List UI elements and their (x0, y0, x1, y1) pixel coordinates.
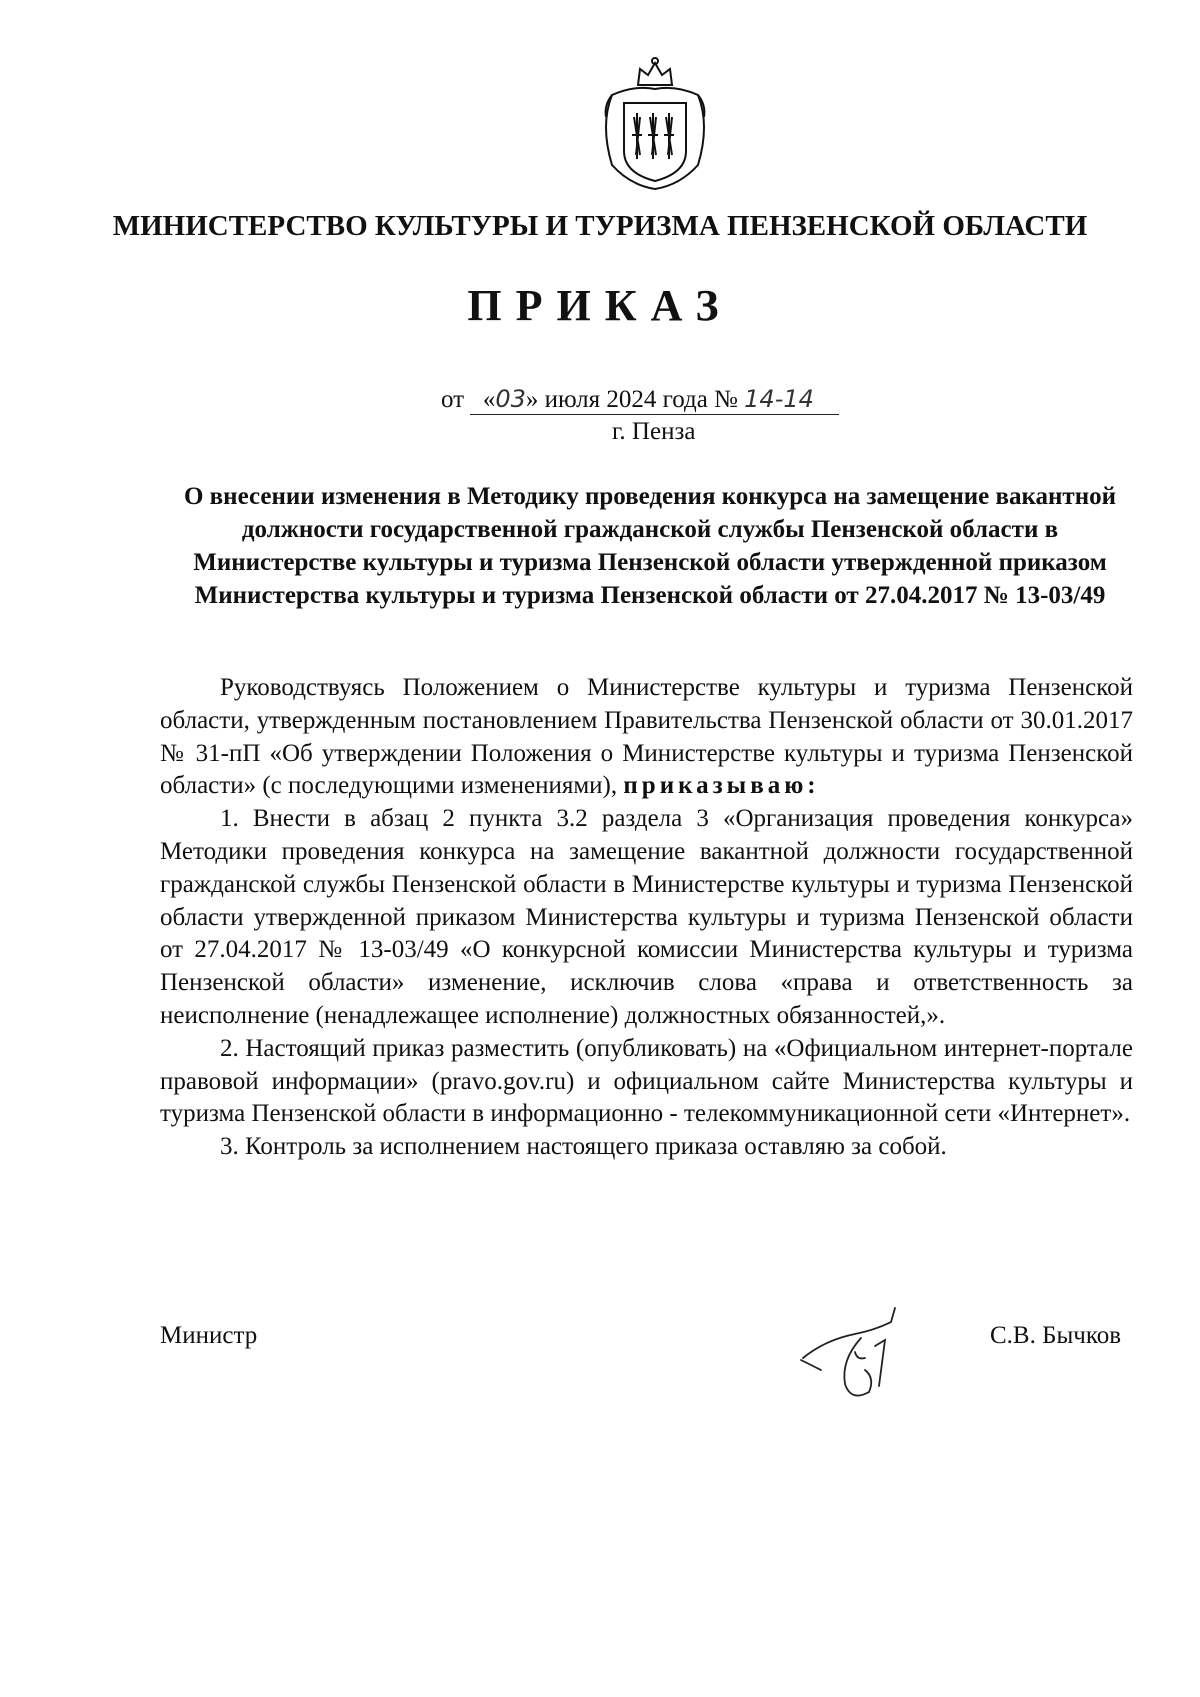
decree-word: приказываю: (623, 772, 820, 800)
item-3: 3. Контроль за исполнением настоящего приказа оставляю за собой. (220, 1133, 947, 1161)
preamble-paragraph: Руководствуясь Положением о Министерстве культуры и туризма Пензенской области, утвержденным постановлением Правительства Пензенской области от 30.01.2017 № 31-пП «Об утверждении Положения о Министерстве культуры и туризма Пензенской области» (с последующими изменениями), приказываю: (160, 674, 1133, 800)
city-name: г. Пенза (612, 418, 696, 445)
item-2: 2. Настоящий приказ разместить (опубликовать) на «Официальном интернет-портале правовой информации» (pravo.gov.ru) и официальном сайте Министерства культуры и туризма Пензенской области в информационно - телекоммуникационной сети «Интернет». (160, 1034, 1133, 1128)
coat-of-arms-icon (590, 55, 720, 195)
ministry-name: МИНИСТЕРСТВО КУЛЬТУРЫ И ТУРИЗМА ПЕНЗЕНСКОЙ ОБЛАСТИ (112, 210, 1088, 242)
order-body (160, 672, 1133, 1164)
dateline-month-year: июля 2024 года № (544, 386, 738, 413)
handwritten-signature-icon (795, 1300, 935, 1410)
handwritten-order-number: 14-14 (744, 385, 814, 413)
signatory-name: С.В. Бычков (990, 1322, 1122, 1349)
dateline-date: «03» июля 2024 года № 14-14 (470, 386, 839, 415)
signatory-title: Министр (160, 1322, 258, 1349)
handwritten-day: 03 (495, 385, 526, 413)
document-type-title: ПРИКАЗ (467, 281, 733, 330)
order-dateline (441, 385, 839, 414)
order-subject: О внесении изменения в Методику проведения конкурса на замещение вакантной должности государственной гражданской службы Пензенской области в Министерстве культуры и туризма Пензенской области утвержденной приказом Министерства культуры и туризма Пензенской области от 27.04.2017 № 13-03/49 (183, 483, 1117, 609)
dateline-from: от (441, 386, 465, 413)
item-1: 1. Внести в абзац 2 пункта 3.2 раздела 3 «Организация проведения конкурса» Методики проведения конкурса на замещение вакантной должности государственной гражданской службы Пензенской области в Министерстве культуры и туризма Пензенской области утвержденной приказом Министерства культуры и туризма Пензенской области от 27.04.2017 № 13-03/49 «О конкурсной комиссии Министерства культуры и туризма Пензенской области» изменение, исключив слова «права и ответственность за неисполнение (ненадлежащее исполнение) должностных обязанностей,». (160, 805, 1133, 1029)
